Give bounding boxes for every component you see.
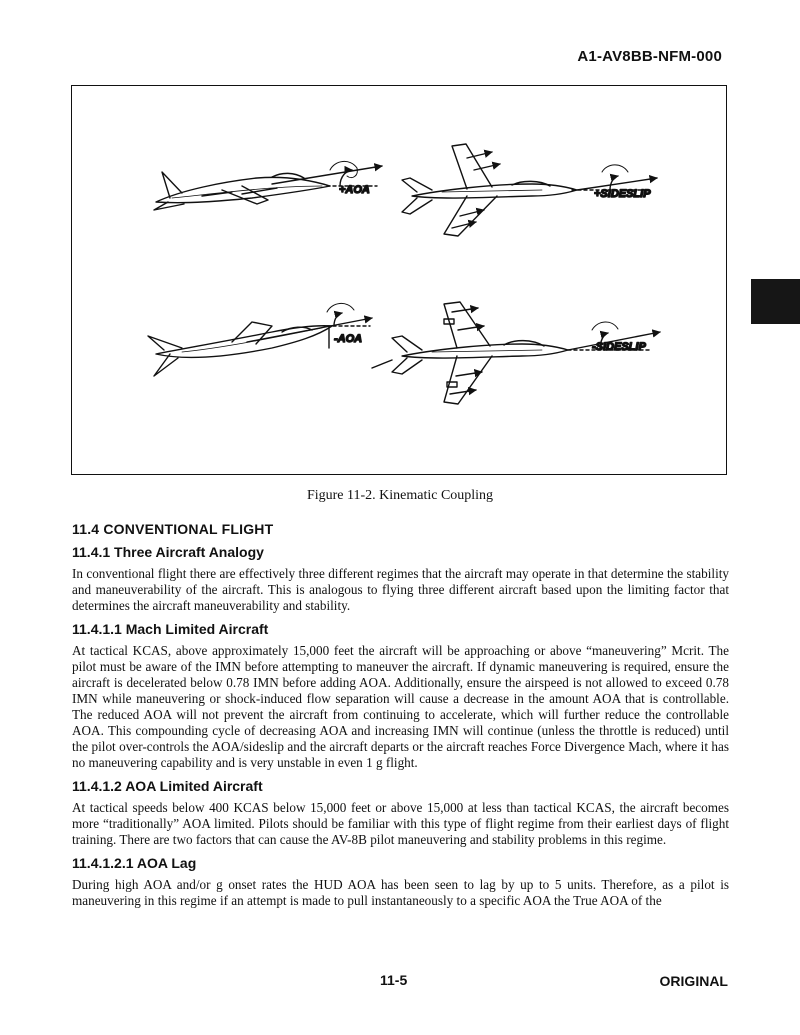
figure-frame: [71, 85, 727, 475]
page-content: [72, 521, 729, 916]
label-plus-aoa: +AOA: [339, 184, 370, 196]
section-tab-marker: [751, 279, 800, 324]
aircraft-top-view-plus-sideslip: [402, 144, 657, 236]
paragraph-aoa-lag: During high AOA and/or g onset rates the HUD AOA has been seen to lag by up to 5 units. Therefore, as a pilot is maneuvering in this regime if an attempt is made to pull instantaneously to a specific AOA the True AOA of the: [72, 877, 729, 908]
subsection-heading-aoa-limited: 11.4.1.2 AOA Limited Aircraft: [72, 778, 263, 794]
label-plus-sideslip: +SIDESLIP: [594, 188, 651, 200]
document-id: A1-AV8BB-NFM-000: [577, 48, 722, 65]
paragraph-three-aircraft-analogy: In conventional flight there are effectively three different regimes that the aircraft may operate in that determine the stability and maneuverability of the aircraft. This is analogous to flying three different aircraft based upon the limiting factor that determines the aircraft maneuverability and stability.: [72, 566, 729, 613]
aircraft-side-view-plus-aoa: [154, 161, 382, 210]
paragraph-aoa-limited: At tactical speeds below 400 KCAS below 15,000 feet or above 15,000 at less than tactical KCAS, the aircraft becomes more “traditionally” AOA limited. Pilots should be familiar with this type of flight regime from their earliest days of flight training. There are two factors that can cause the AV-8B pilot maneuvering and stability problems in this regime.: [72, 800, 729, 847]
aircraft-top-view-minus-sideslip: [372, 302, 660, 404]
label-minus-sideslip: -SIDESLIP: [592, 341, 646, 353]
subsection-heading-mach-limited: 11.4.1.1 Mach Limited Aircraft: [72, 621, 269, 637]
subsection-heading-three-aircraft-analogy: 11.4.1 Three Aircraft Analogy: [72, 544, 264, 560]
section-heading: 11.4 CONVENTIONAL FLIGHT: [72, 521, 274, 537]
page-number: 11-5: [380, 972, 408, 988]
label-minus-aoa: -AOA: [334, 333, 363, 345]
document-status: ORIGINAL: [659, 973, 728, 989]
aircraft-side-view-minus-aoa: [148, 303, 372, 376]
kinematic-coupling-illustration: [72, 86, 728, 476]
paragraph-mach-limited: At tactical KCAS, above approximately 15,000 feet the aircraft will be approaching or above “maneuvering” Mcrit. The pilot must be aware of the IMN before attempting to maneuver the aircraft. If dynamic maneuvering is required, ensure the aircraft is decelerated below 0.78 IMN before adding AOA. Additionally, ensure the airspeed is not allowed to exceed 0.78 IMN while maneuvering or shock-induced flow separation will cause a decrease in the amount AOA that is controllable. The reduced AOA will not prevent the aircraft from continuing to accelerate, which will further reduce the controllable AOA. This compounding cycle of decreasing AOA and increasing IMN will continue (unless the throttle is reduced) until the pilot over-controls the AOA/sideslip and the aircraft departs or the aircraft reaches Force Divergence Mach, where it has no maneuvering capability and is very unstable in even 1 g flight.: [72, 643, 729, 770]
subsection-heading-aoa-lag: 11.4.1.2.1 AOA Lag: [72, 855, 197, 871]
figure-caption: Figure 11-2. Kinematic Coupling: [306, 488, 494, 503]
